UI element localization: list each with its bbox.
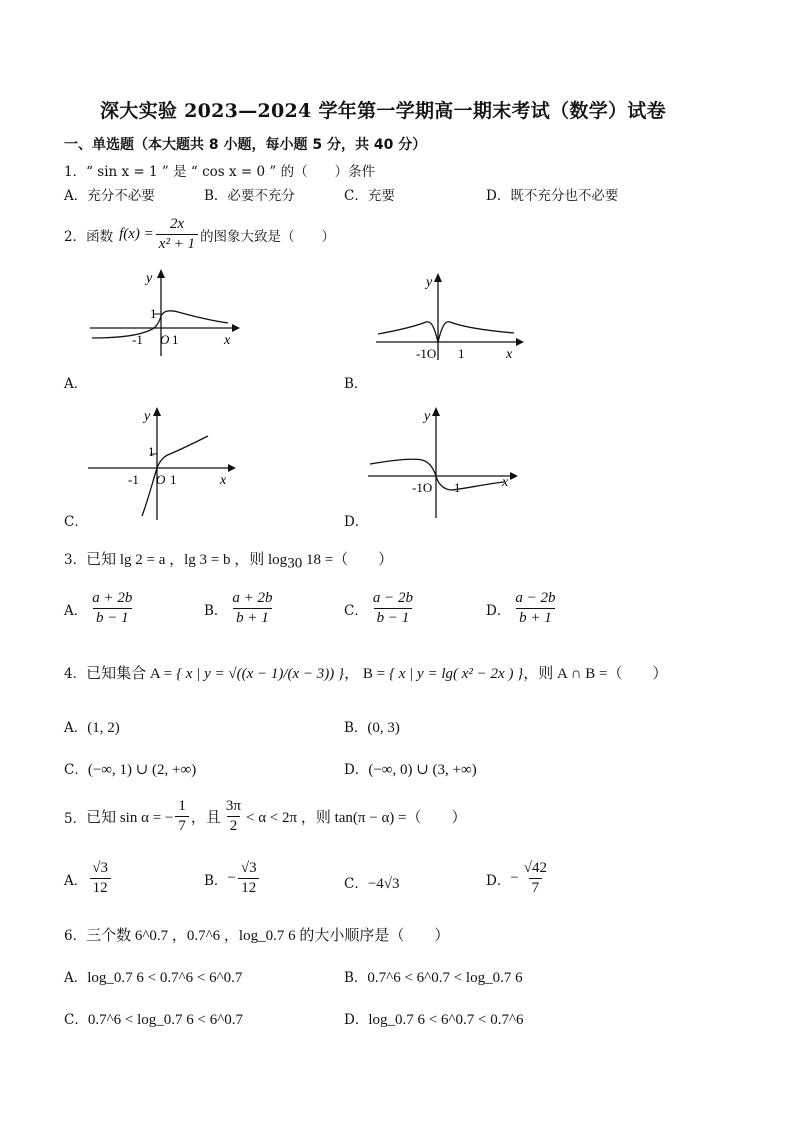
question-stem-post: 的图象大致是（ ）: [200, 228, 336, 245]
option-value: 0.7^6 < 6^0.7 < log_0.7 6: [367, 970, 523, 986]
question-stem-b: 18 =（ ）: [302, 552, 394, 568]
question-2: [64, 216, 335, 254]
axis-x-label: x: [224, 333, 231, 348]
q2-option-d: D．: [344, 514, 369, 530]
set-b-definition: { x | y = lg( x² − 2x ) }: [389, 666, 524, 682]
origin-label: O: [160, 332, 170, 347]
graph-a: [84, 266, 244, 358]
option-label: D．: [486, 602, 511, 619]
option-denominator: b − 1: [374, 608, 413, 627]
exam-title: 深大实验 2023—2024 学年第一学期高一期末考试（数学）试卷: [100, 100, 666, 122]
graph-d: [364, 404, 524, 520]
option-label: B．: [344, 970, 368, 986]
q6-option-b: [344, 966, 523, 987]
tick-label-neg-one-origin: -1O: [412, 480, 433, 495]
question-stem-a: 已知 sin α = −: [86, 810, 174, 827]
graph-b: [370, 270, 530, 362]
axis-y-label: y: [144, 409, 151, 424]
option-sign: −: [227, 870, 236, 887]
question-stem: “ sin x = 1 ” 是 “ cos x = 0 ” 的（ ）条件: [86, 164, 376, 180]
tick-label-one-x: 1: [170, 472, 177, 487]
question-number: 1．: [64, 164, 87, 180]
question-6: [64, 924, 449, 945]
option-numerator: a + 2b: [92, 590, 133, 606]
option-label: B．: [344, 720, 368, 736]
q4-option-c: [64, 758, 196, 779]
q2-option-c: C．: [64, 514, 88, 530]
tick-label-one-x: 1: [454, 480, 461, 495]
tick-label-one: 1: [150, 306, 157, 321]
set-a-definition: { x | y = √((x − 1)/(x − 3)) }: [176, 666, 345, 682]
q5-option-a: [64, 860, 113, 898]
q5-option-b: [204, 860, 262, 898]
question-3: [64, 548, 393, 573]
option-value: (1, 2): [87, 720, 120, 736]
question-number: 6．: [64, 928, 87, 944]
fraction-numerator: 2x: [169, 216, 184, 232]
option-value: (−∞, 1) ∪ (2, +∞): [87, 762, 197, 778]
option-value: log_0.7 6 < 6^0.7 < 0.7^6: [368, 1012, 524, 1028]
tick-label-one-x: 1: [172, 332, 179, 347]
origin-label: O: [156, 472, 166, 487]
option-value: −4√3: [367, 876, 400, 892]
q1-option-c: C．充要: [344, 188, 395, 204]
option-label: C．: [64, 1012, 88, 1028]
graph-c: [84, 404, 244, 520]
option-denominator: 7: [529, 878, 543, 897]
question-stem-b: ，且: [190, 810, 221, 827]
option-value: log_0.7 6 < 0.7^6 < 6^0.7: [87, 970, 243, 986]
q3-option-b: [204, 590, 278, 628]
question-4: [64, 662, 668, 683]
question-number: 5．: [64, 810, 87, 827]
option-denominator: b + 1: [516, 608, 555, 627]
option-denominator: b + 1: [233, 608, 272, 627]
fraction-denominator: x² + 1: [156, 234, 198, 253]
question-number: 3．: [64, 552, 87, 568]
option-label: D．: [486, 872, 511, 889]
tick-label-neg-one-origin: -1O: [416, 346, 437, 361]
function-fraction: [156, 216, 198, 254]
axis-x-label: x: [220, 473, 227, 488]
option-label: A．: [64, 720, 88, 736]
q4-option-d: [344, 758, 477, 779]
q1-option-d: D．既不充分也不必要: [486, 188, 619, 204]
option-value: (−∞, 0) ∪ (3, +∞): [368, 762, 477, 778]
axis-y-label: y: [146, 271, 153, 286]
question-stem: 三个数 6^0.7 ，0.7^6 ，log_0.7 6 的大小顺序是（ ）: [86, 928, 450, 944]
option-label: A．: [64, 602, 88, 619]
option-numerator: √3: [92, 860, 108, 876]
fraction-numerator: 3π: [225, 798, 241, 814]
q6-option-d: [344, 1008, 524, 1029]
question-stem-pre: 函数: [86, 228, 114, 245]
option-label: D．: [344, 1012, 369, 1028]
q5-option-c: [344, 872, 400, 893]
q2-option-a: A．: [64, 376, 88, 392]
option-label: B．: [204, 872, 228, 889]
q5-option-d: [486, 860, 552, 898]
fraction-denominator: 2: [227, 816, 241, 835]
q6-option-a: [64, 966, 242, 987]
question-stem-c: < α < 2π ，则 tan(π − α) =（ ）: [245, 810, 467, 827]
fraction-numerator: 1: [178, 798, 186, 814]
q3-option-d: [486, 590, 560, 628]
question-number: 2．: [64, 228, 87, 245]
q6-option-c: [64, 1008, 243, 1029]
log-base: 30: [287, 555, 303, 572]
question-stem-b: ， B =: [344, 666, 386, 682]
question-stem-c: ，则 A ∩ B =（ ）: [523, 666, 668, 682]
question-5: [64, 798, 467, 836]
q3-option-c: [344, 590, 418, 628]
option-numerator: √42: [523, 860, 548, 876]
option-denominator: b − 1: [93, 608, 132, 627]
option-value: (0, 3): [367, 720, 400, 736]
option-numerator: a − 2b: [372, 590, 413, 606]
option-label: C．: [344, 602, 368, 619]
q3-option-a: [64, 590, 137, 628]
q2-option-b: B．: [344, 376, 368, 392]
question-stem-a: 已知集合 A =: [86, 666, 173, 682]
option-denominator: 12: [90, 878, 111, 897]
tick-label-neg-one: -1: [128, 472, 139, 487]
axis-y-label: y: [424, 409, 431, 424]
q1-option-b: B．必要不充分: [204, 188, 295, 204]
section-header: 一、单选题（本大题共 8 小题，每小题 5 分，共 40 分）: [64, 137, 427, 153]
question-1: [64, 160, 375, 180]
option-label: A．: [64, 872, 88, 889]
option-numerator: a + 2b: [232, 590, 273, 606]
option-value: 0.7^6 < log_0.7 6 < 6^0.7: [87, 1012, 244, 1028]
option-label: B．: [204, 602, 228, 619]
axis-y-label: y: [426, 275, 433, 290]
option-label: A．: [64, 970, 88, 986]
tick-label-one: 1: [148, 444, 155, 459]
option-label: D．: [344, 762, 369, 778]
q1-option-a: A．充分不必要: [64, 188, 155, 204]
tick-label-one-x: 1: [458, 346, 465, 361]
axis-x-label: x: [502, 475, 509, 490]
tick-label-neg-one: -1: [132, 332, 143, 347]
option-label: C．: [344, 876, 368, 892]
axis-x-label: x: [506, 347, 513, 362]
option-numerator: a − 2b: [515, 590, 556, 606]
question-stem-a: 已知 lg 2 = a ，lg 3 = b ，则 log: [86, 552, 288, 568]
option-sign: −: [510, 870, 519, 887]
question-number: 4．: [64, 666, 87, 682]
q4-option-b: [344, 716, 400, 737]
option-numerator: √3: [240, 860, 257, 876]
option-denominator: 12: [238, 878, 259, 897]
option-label: C．: [64, 762, 88, 778]
fraction-denominator: 7: [175, 816, 189, 835]
q4-option-a: [64, 716, 120, 737]
function-name: f(x) =: [119, 226, 154, 243]
